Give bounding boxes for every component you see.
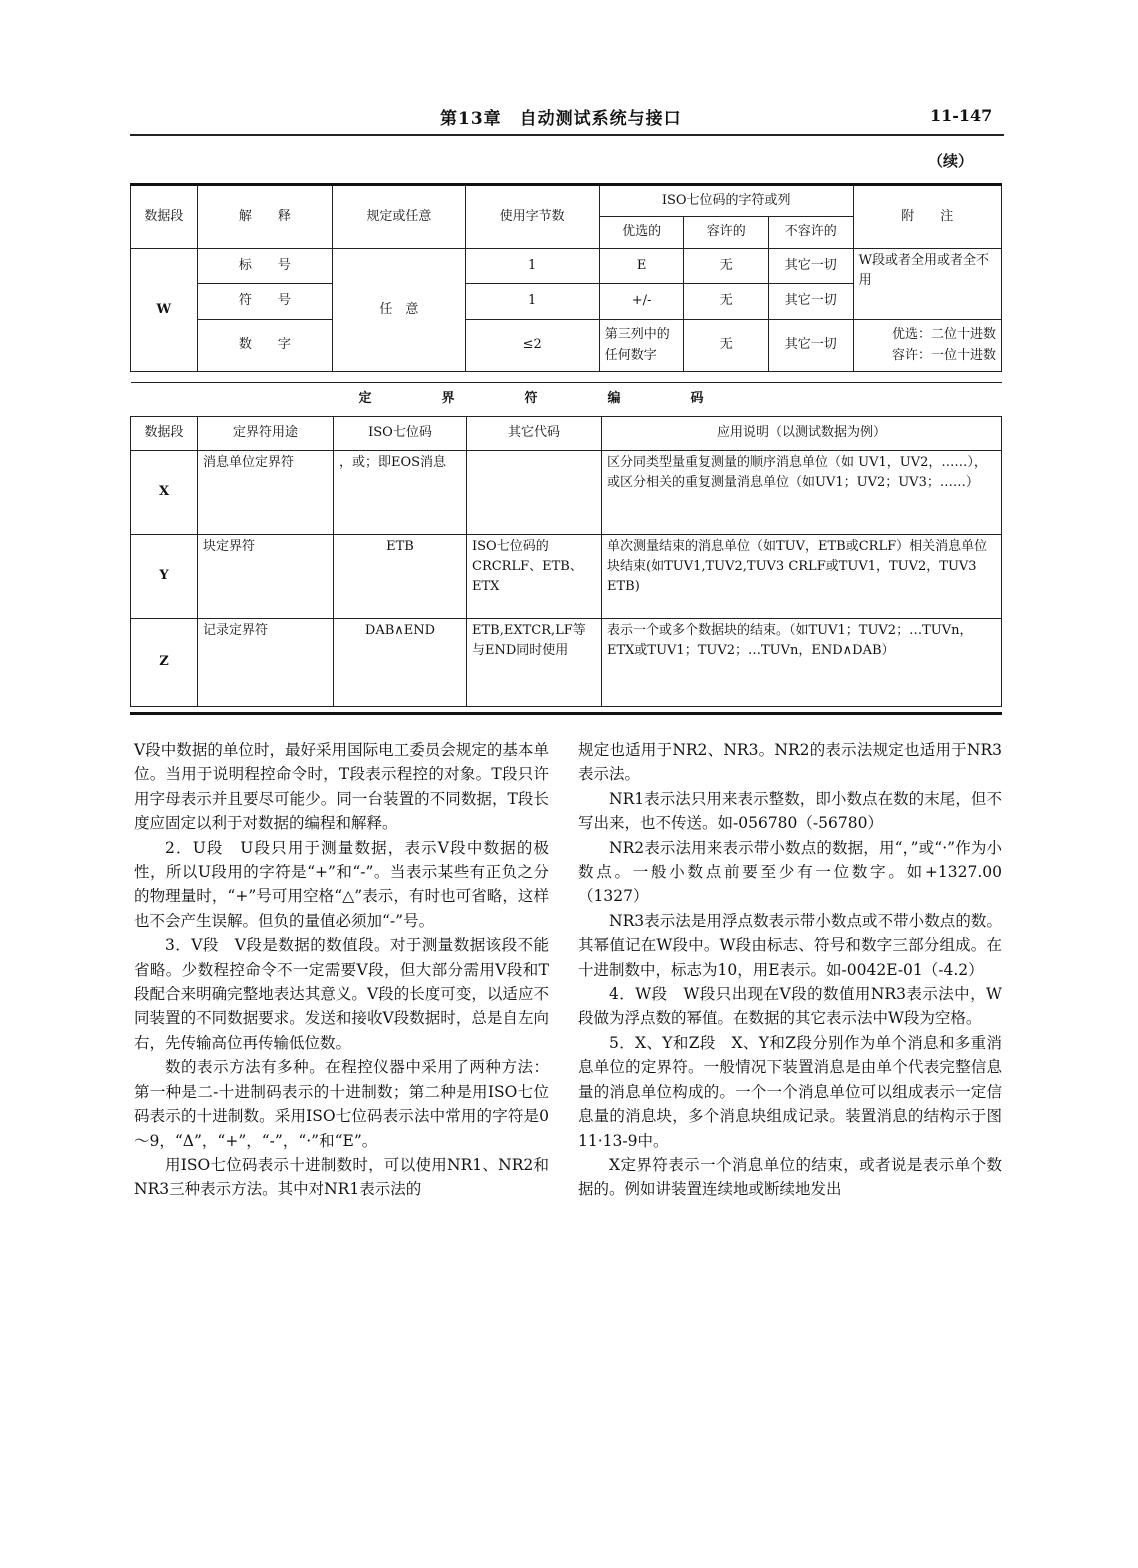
page-number: 11-147 xyxy=(930,106,993,125)
iso-code-table xyxy=(130,183,1002,372)
th-iso-group: ISO七位码的字符或列 xyxy=(599,185,853,217)
cell-iso: ETB xyxy=(334,535,467,619)
table-title: 定界符编码 xyxy=(131,383,1002,417)
paragraph: V段中数据的单位时，最好采用国际电工委员会规定的基本单位。当用于说明程控命令时，T段表示程控的对象。T段只许用字母表示并且要尽可能少。同一台装置的不同数据，T段长度应固定以利于对数据的编程和解释。 xyxy=(134,741,549,833)
th-allowed: 容许的 xyxy=(684,217,769,249)
th-not-allowed: 不容许的 xyxy=(769,217,854,249)
th-segment: 数据段 xyxy=(131,185,198,249)
body-column-right xyxy=(578,738,1002,1202)
cell-allowed: 无 xyxy=(684,249,769,284)
cell-other: ISO七位码的CRCRLF、ETB、ETX xyxy=(467,535,602,619)
th-desc: 应用说明（以测试数据为例） xyxy=(602,417,1002,451)
th-note: 附 注 xyxy=(853,185,1001,249)
cell-segment: Z xyxy=(131,619,198,707)
table-row xyxy=(131,249,1002,284)
paragraph: X定界符表示一个消息单位的结束，或者说是表示单个数据的。例如讲装置连续地或断续地发出 xyxy=(578,1155,1002,1199)
cell-preferred: +/- xyxy=(599,284,684,320)
paragraph: 用ISO七位码表示十进制数时，可以使用NR1、NR2和NR3三种表示方法。其中对NR1表示法的 xyxy=(134,1155,549,1199)
th-other: 其它代码 xyxy=(467,417,602,451)
cell-note-2 xyxy=(853,320,1001,372)
cell-bytes: 1 xyxy=(465,284,599,320)
paragraph: 5．X、Y和Z段 X、Y和Z段分别作为单个消息和多重消息单位的定界符。一般情况下装置消息是由单个代表完整信息量的消息单位构成的。一个一个消息单位可以组成表示一定信息量的消息块，多个消息块组成记录。装置消息的结构示于图11·13-9中。 xyxy=(578,1033,1002,1150)
th-explain: 解 释 xyxy=(197,185,332,249)
cell-segment: X xyxy=(131,451,198,535)
cell-desc: 单次测量结束的消息单位（如TUV，ETB或CRLF）相关消息单位块结束(如TUV1,TUV2,TUV3 CRLF或TUV1，TUV2，TUV3 ETB) xyxy=(602,535,1002,619)
cell-other xyxy=(467,451,602,535)
cell-bytes: 1 xyxy=(465,249,599,284)
paragraph: NR2表示法用来表示带小数点的数据，用“，”或“·”作为小数点。一般小数点前要至少有一位数字。如+1327.00（1327） xyxy=(578,838,1002,906)
delimiter-table xyxy=(130,382,1002,707)
cell-explain: 数 字 xyxy=(197,320,332,372)
cell-preferred: E xyxy=(599,249,684,284)
table-row xyxy=(131,535,1002,619)
header-rule xyxy=(130,134,1004,136)
paragraph: NR1表示法只用来表示整数，即小数点在数的末尾，但不写出来，也不传送。如-056780（-56780） xyxy=(578,789,1002,833)
cell-other: ETB,EXTCR,LF等与END同时使用 xyxy=(467,619,602,707)
cell-rule: 任 意 xyxy=(333,249,465,372)
body-column-left xyxy=(134,738,549,1202)
chapter-title: 第13章 自动测试系统与接口 xyxy=(440,109,682,129)
th-rule: 规定或任意 xyxy=(333,185,465,249)
cell-preferred: 第三列中的任何数字 xyxy=(599,320,684,372)
paragraph: 数的表示方法有多种。在程控仪器中采用了两种方法：第一种是二-十进制码表示的十进制数；第二种是用ISO七位码表示的十进制数。采用ISO七位码表示法中常用的字符是0～9，“Δ”，“+”，“-”，“·”和“E”。 xyxy=(134,1058,549,1150)
cell-note: W段或者全用或者全不用 xyxy=(853,249,1001,320)
th-use: 定界符用途 xyxy=(198,417,334,451)
continued-label: （续） xyxy=(928,152,974,170)
cell-not-allowed: 其它一切 xyxy=(769,249,854,284)
table-row xyxy=(131,619,1002,707)
cell-desc: 区分同类型量重复测量的顺序消息单位（如 UV1，UV2，……），或区分相关的重复测量消息单位（如UV1；UV2；UV3；……） xyxy=(602,451,1002,535)
paragraph: 2．U段 U段只用于测量数据，表示V段中数据的极性，所以U段用的字符是“+”和“-”。当表示某些有正负之分的物理量时，“+”号可用空格“△”表示，有时也可省略，这样也不会产生误解。但负的量值必须加“-”号。 xyxy=(134,838,549,930)
cell-not-allowed: 其它一切 xyxy=(769,284,854,320)
th-preferred: 优选的 xyxy=(599,217,684,249)
cell-segment: Y xyxy=(131,535,198,619)
paragraph: 规定也适用于NR2、NR3。NR2的表示法规定也适用于NR3表示法。 xyxy=(578,741,1002,784)
cell-bytes: ≤2 xyxy=(465,320,599,372)
cell-not-allowed: 其它一切 xyxy=(769,320,854,372)
paragraph: NR3表示法是用浮点数表示带小数点或不带小数点的数。其幂值记在W段中。W段由标志、符号和数字三部分组成。在十进制数中，标志为10，用E表示。如-0042E-01（-4.2） xyxy=(578,911,1002,979)
cell-allowed: 无 xyxy=(684,284,769,320)
cell-use: 块定界符 xyxy=(198,535,334,619)
note-line: 优选：二位十进数 xyxy=(891,327,996,343)
cell-desc: 表示一个或多个数据块的结束。（如TUV1；TUV2；…TUVn，ETX或TUV1；TUV2；…TUVn，END∧DAB） xyxy=(602,619,1002,707)
paragraph: 4．W段 W段只出现在V段的数值用NR3表示法中，W段做为浮点数的幂值。在数据的其它表示法中W段为空格。 xyxy=(578,985,1002,1028)
cell-explain: 符 号 xyxy=(197,284,332,320)
table-row xyxy=(131,451,1002,535)
cell-iso: DAB∧END xyxy=(334,619,467,707)
cell-allowed: 无 xyxy=(684,320,769,372)
cell-use: 消息单位定界符 xyxy=(198,451,334,535)
th-iso: ISO七位码 xyxy=(334,417,467,451)
table-bottom-rule xyxy=(130,712,1002,715)
segment-w: W xyxy=(131,249,198,372)
th-bytes: 使用字节数 xyxy=(465,185,599,249)
note-line: 容许：一位十进数 xyxy=(891,347,996,363)
th-segment: 数据段 xyxy=(131,417,198,451)
cell-use: 记录定界符 xyxy=(198,619,334,707)
cell-explain: 标 号 xyxy=(197,249,332,284)
paragraph: 3．V段 V段是数据的数值段。对于测量数据该段不能省略。少数程控命令不一定需要V段，但大部分需用V段和T段配合来明确完整地表达其意义。V段的长度可变，以适应不同装置的不同数据要求。发送和接收V段数据时，总是自左向右，先传输高位再传输低位数。 xyxy=(134,936,549,1052)
cell-iso: ，或；即EOS消息 xyxy=(334,451,467,535)
table-row xyxy=(131,320,1002,372)
